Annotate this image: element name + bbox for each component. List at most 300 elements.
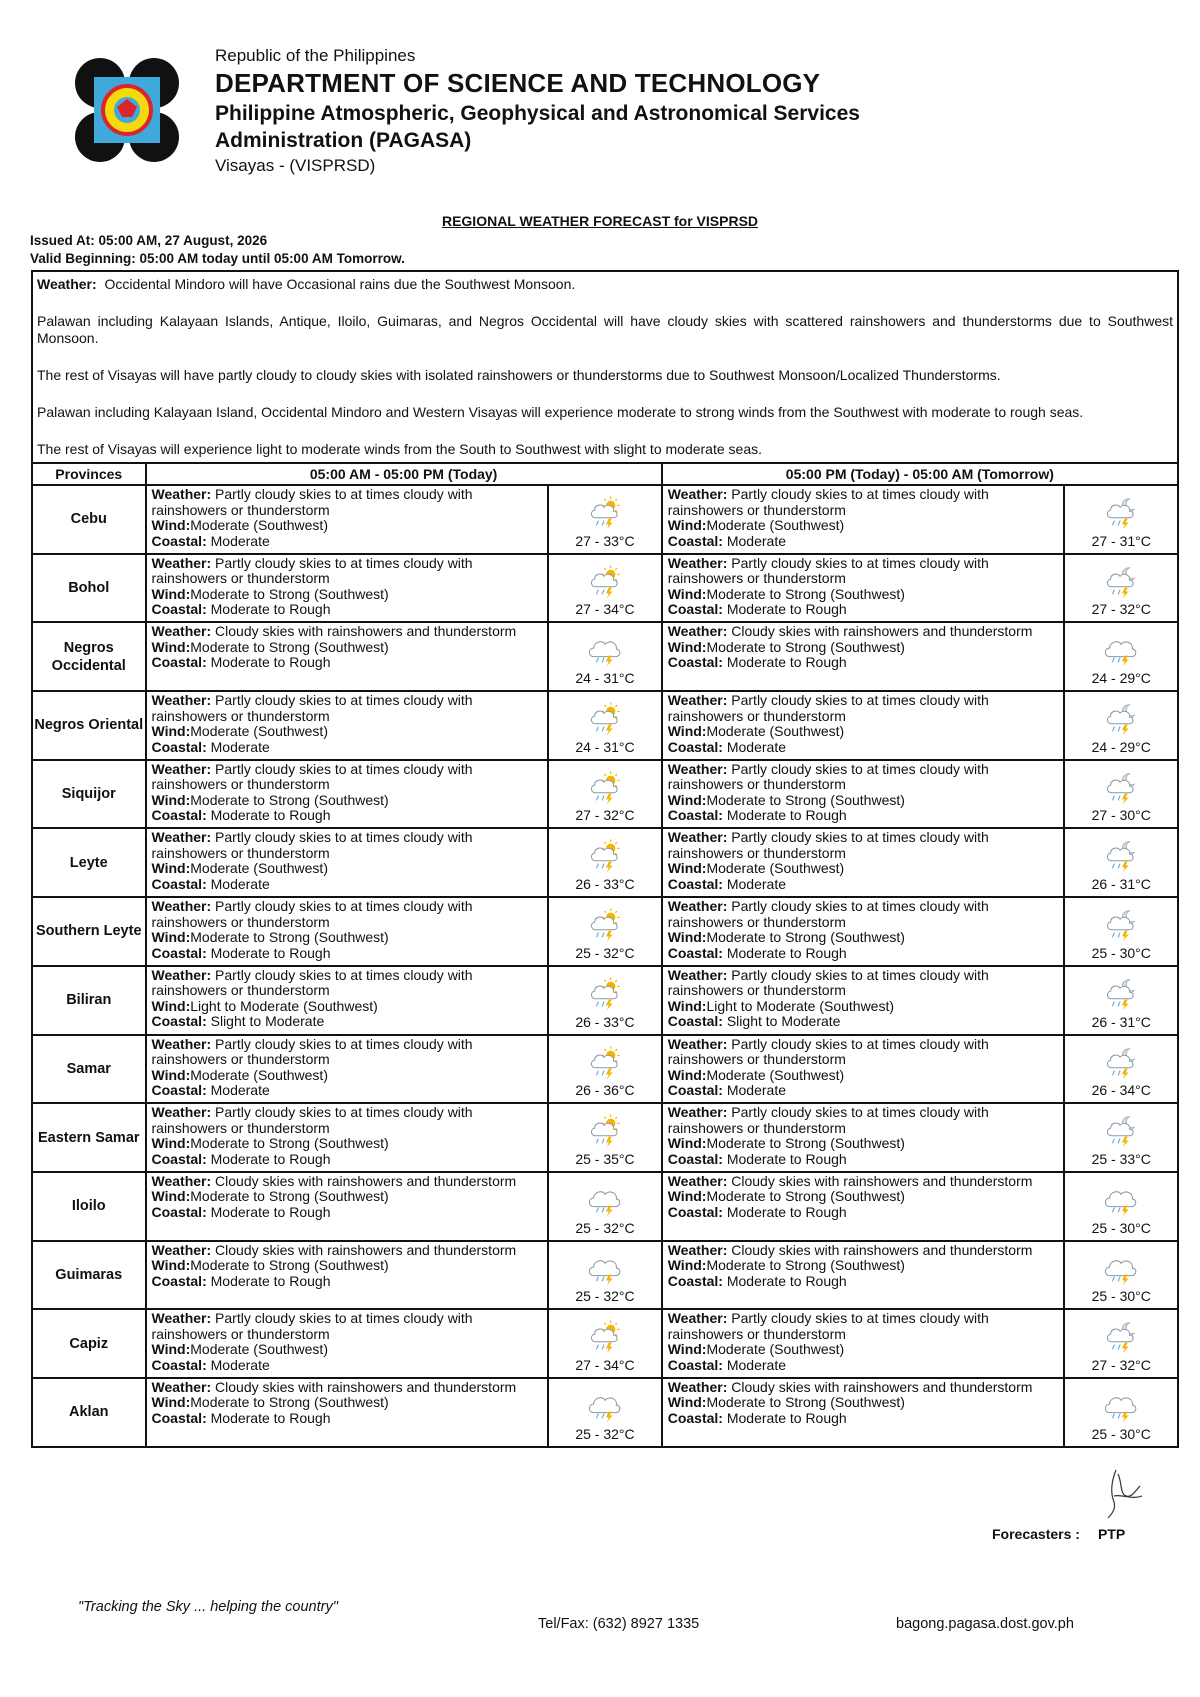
- day-forecast-cell: [146, 897, 549, 966]
- night-forecast-cell: [662, 760, 1065, 829]
- temperature-range: 25 - 30°C: [1091, 1219, 1151, 1236]
- day-icon-cell: [548, 1309, 662, 1378]
- coastal-value: Moderate: [210, 532, 270, 549]
- province-name: Eastern Samar: [32, 1103, 146, 1172]
- coastal-label: Coastal:: [151, 1150, 207, 1167]
- night-forecast-cell: [662, 1172, 1065, 1241]
- weather-label: Weather:: [151, 623, 212, 640]
- tel-fax: Tel/Fax: (632) 8927 1335: [538, 1616, 700, 1632]
- coastal-label: Coastal:: [667, 1203, 723, 1220]
- coastal-label: Coastal:: [151, 1082, 207, 1098]
- wind-label: Wind:: [667, 860, 707, 877]
- wind-value: Moderate to Strong (Southwest): [706, 585, 905, 602]
- cloudy-rain-storm-icon: [587, 631, 623, 669]
- coastal-label: Coastal:: [667, 1409, 723, 1426]
- day-icon-cell: [548, 691, 662, 760]
- night-icon-cell: [1064, 1378, 1178, 1447]
- weather-label: Weather:: [151, 760, 212, 777]
- night-forecast-cell: [662, 691, 1065, 760]
- cloudy-rain-storm-icon: [1103, 1387, 1139, 1425]
- day-icon-cell: [548, 622, 662, 691]
- province-name: Bohol: [32, 554, 146, 623]
- wind-value: Moderate (Southwest): [190, 517, 328, 533]
- weather-value: Cloudy skies with rainshowers and thunderstorm: [731, 1172, 1033, 1189]
- wind-value: Moderate to Strong (Southwest): [190, 585, 389, 602]
- weather-value: Partly cloudy skies to at times cloudy with rainshowers or thunderstorm: [667, 1035, 989, 1067]
- wind-label: Wind:: [667, 1394, 707, 1411]
- partly-cloudy-day-storm-icon: [587, 837, 623, 875]
- wind-label: Wind:: [667, 1135, 707, 1152]
- night-icon-cell: [1064, 554, 1178, 623]
- tagline: "Tracking the Sky ... helping the country": [78, 1599, 338, 1615]
- temperature-range: 27 - 34°C: [575, 1356, 635, 1373]
- weather-label: Weather:: [667, 1241, 728, 1258]
- temperature-range: 24 - 29°C: [1091, 670, 1151, 687]
- coastal-value: Moderate to Rough: [726, 807, 847, 824]
- weather-label: Weather:: [151, 554, 212, 571]
- day-forecast-cell: [146, 1035, 549, 1104]
- coastal-label: Coastal:: [667, 1013, 723, 1030]
- night-icon-cell: [1064, 897, 1178, 966]
- republic-label: Republic of the Philippines: [215, 46, 416, 65]
- wind-value: Moderate (Southwest): [190, 723, 328, 740]
- coastal-value: Moderate to Rough: [210, 1272, 331, 1289]
- partly-cloudy-night-storm-icon: [1103, 769, 1139, 807]
- temperature-range: 27 - 32°C: [1091, 1356, 1151, 1373]
- coastal-value: Moderate to Rough: [726, 654, 847, 671]
- wind-value: Moderate to Strong (Southwest): [706, 1257, 905, 1274]
- wind-value: Moderate to Strong (Southwest): [190, 638, 389, 655]
- coastal-value: Moderate to Rough: [210, 654, 331, 671]
- table-row: [32, 1035, 1178, 1104]
- temperature-range: 25 - 32°C: [575, 944, 635, 961]
- table-row: [32, 966, 1178, 1035]
- weather-label: Weather:: [151, 486, 212, 502]
- table-row: [32, 1378, 1178, 1447]
- night-forecast-cell: [662, 828, 1065, 897]
- day-icon-cell: [548, 1378, 662, 1447]
- wind-value: Moderate to Strong (Southwest): [190, 791, 389, 808]
- coastal-value: Moderate to Rough: [726, 1272, 847, 1289]
- weather-label: Weather:: [667, 1310, 728, 1327]
- coastal-value: Moderate: [210, 1082, 270, 1098]
- wind-label: Wind:: [667, 1341, 707, 1358]
- night-forecast-cell: [662, 1309, 1065, 1378]
- coastal-value: Moderate: [210, 738, 270, 755]
- coastal-label: Coastal:: [151, 807, 207, 824]
- night-forecast-cell: [662, 554, 1065, 623]
- wind-value: Moderate to Strong (Southwest): [706, 1394, 905, 1411]
- forecasters-value: PTP: [1097, 1526, 1126, 1542]
- coastal-label: Coastal:: [151, 1409, 207, 1426]
- coastal-label: Coastal:: [151, 875, 207, 892]
- forecast-table: [31, 462, 1179, 1448]
- weather-label: Weather:: [667, 486, 728, 502]
- weather-label: Weather:: [151, 692, 212, 709]
- wind-value: Moderate (Southwest): [706, 1066, 845, 1083]
- coastal-label: Coastal:: [667, 601, 723, 618]
- wind-label: Wind:: [151, 723, 191, 740]
- night-icon-cell: [1064, 1241, 1178, 1310]
- weather-value: Cloudy skies with rainshowers and thunderstorm: [731, 1241, 1033, 1258]
- day-icon-cell: [548, 760, 662, 829]
- partly-cloudy-night-storm-icon: [1103, 975, 1139, 1013]
- day-forecast-cell: [146, 485, 549, 554]
- temperature-range: 27 - 32°C: [575, 807, 635, 824]
- temperature-range: 25 - 32°C: [575, 1219, 635, 1236]
- weather-label: Weather:: [151, 1310, 212, 1327]
- day-icon-cell: [548, 485, 662, 554]
- partly-cloudy-day-storm-icon: [587, 769, 623, 807]
- weather-label: Weather:: [667, 1104, 728, 1121]
- coastal-value: Moderate: [726, 1356, 786, 1373]
- partly-cloudy-night-storm-icon: [1103, 700, 1139, 738]
- coastal-value: Moderate: [210, 875, 270, 892]
- coastal-value: Moderate to Rough: [210, 807, 331, 824]
- wind-label: Wind:: [667, 929, 707, 946]
- day-icon-cell: [548, 828, 662, 897]
- coastal-value: Moderate to Rough: [210, 1150, 331, 1167]
- agency-name-line2: Administration (PAGASA): [215, 129, 472, 152]
- partly-cloudy-day-storm-icon: [587, 494, 623, 532]
- coastal-value: Moderate to Rough: [210, 1203, 331, 1220]
- pagasa-logo-icon: [72, 55, 182, 165]
- weather-label: Weather:: [667, 1378, 728, 1395]
- wind-label: Wind:: [151, 997, 191, 1014]
- temperature-range: 24 - 29°C: [1091, 738, 1151, 755]
- coastal-label: Coastal:: [151, 654, 207, 671]
- day-icon-cell: [548, 1172, 662, 1241]
- day-icon-cell: [548, 1241, 662, 1310]
- wind-label: Wind:: [667, 517, 707, 533]
- day-icon-cell: [548, 1103, 662, 1172]
- coastal-label: Coastal:: [151, 1013, 207, 1030]
- wind-value: Moderate (Southwest): [190, 1066, 328, 1083]
- province-name: Capiz: [32, 1309, 146, 1378]
- coastal-label: Coastal:: [667, 654, 723, 671]
- wind-value: Moderate (Southwest): [706, 860, 845, 877]
- wind-label: Wind:: [151, 1257, 191, 1274]
- coastal-value: Moderate to Rough: [726, 1203, 847, 1220]
- column-header-tonight: 05:00 PM (Today) - 05:00 AM (Tomorrow): [662, 463, 1178, 485]
- partly-cloudy-night-storm-icon: [1103, 906, 1139, 944]
- day-forecast-cell: [146, 828, 549, 897]
- night-icon-cell: [1064, 691, 1178, 760]
- coastal-value: Moderate to Rough: [726, 944, 847, 961]
- partly-cloudy-day-storm-icon: [587, 563, 623, 601]
- wind-label: Wind:: [667, 791, 707, 808]
- weather-summary: [31, 270, 1179, 462]
- day-forecast-cell: [146, 554, 549, 623]
- night-forecast-cell: [662, 622, 1065, 691]
- website: bagong.pagasa.dost.gov.ph: [896, 1616, 1074, 1632]
- table-row: [32, 1241, 1178, 1310]
- coastal-value: Moderate to Rough: [726, 1150, 847, 1167]
- coastal-label: Coastal:: [151, 738, 207, 755]
- temperature-range: 26 - 31°C: [1091, 876, 1151, 893]
- partly-cloudy-day-storm-icon: [587, 1044, 623, 1082]
- wind-label: Wind:: [151, 791, 191, 808]
- summary-label: Weather:: [37, 276, 97, 292]
- province-name: Biliran: [32, 966, 146, 1035]
- day-forecast-cell: [146, 1309, 549, 1378]
- wind-label: Wind:: [667, 638, 707, 655]
- weather-value: Partly cloudy skies to at times cloudy with rainshowers or thunderstorm: [667, 898, 989, 930]
- weather-label: Weather:: [667, 760, 728, 777]
- summary-paragraph: [37, 276, 1173, 293]
- weather-value: Partly cloudy skies to at times cloudy with rainshowers or thunderstorm: [151, 1104, 473, 1136]
- wind-label: Wind:: [151, 860, 191, 877]
- coastal-value: Moderate: [726, 1082, 786, 1098]
- day-icon-cell: [548, 1035, 662, 1104]
- wind-value: Moderate to Strong (Southwest): [190, 1135, 389, 1152]
- weather-value: Partly cloudy skies to at times cloudy with rainshowers or thunderstorm: [667, 554, 989, 587]
- coastal-label: Coastal:: [151, 1356, 207, 1373]
- weather-label: Weather:: [667, 829, 728, 846]
- province-name: Iloilo: [32, 1172, 146, 1241]
- weather-label: Weather:: [667, 966, 728, 983]
- wind-label: Wind:: [151, 638, 191, 655]
- coastal-label: Coastal:: [667, 738, 723, 755]
- wind-label: Wind:: [151, 1394, 191, 1411]
- valid-label: Valid Beginning:: [30, 251, 136, 266]
- wind-value: Light to Moderate (Southwest): [190, 997, 378, 1014]
- province-name: Cebu: [32, 485, 146, 554]
- night-forecast-cell: [662, 1378, 1065, 1447]
- coastal-label: Coastal:: [667, 944, 723, 961]
- weather-value: Partly cloudy skies to at times cloudy with rainshowers or thunderstorm: [151, 554, 473, 587]
- coastal-value: Moderate to Rough: [210, 1409, 331, 1426]
- cloudy-rain-storm-icon: [1103, 1181, 1139, 1219]
- coastal-value: Moderate to Rough: [210, 601, 331, 618]
- province-name: Leyte: [32, 828, 146, 897]
- weather-value: Partly cloudy skies to at times cloudy with rainshowers or thunderstorm: [667, 966, 989, 999]
- temperature-range: 26 - 33°C: [575, 876, 635, 893]
- weather-value: Partly cloudy skies to at times cloudy with rainshowers or thunderstorm: [667, 486, 989, 518]
- day-icon-cell: [548, 966, 662, 1035]
- temperature-range: 24 - 31°C: [575, 738, 635, 755]
- wind-value: Moderate (Southwest): [706, 1341, 845, 1358]
- coastal-label: Coastal:: [667, 532, 723, 549]
- temperature-range: 26 - 31°C: [1091, 1013, 1151, 1030]
- night-forecast-cell: [662, 1103, 1065, 1172]
- coastal-label: Coastal:: [667, 875, 723, 892]
- wind-label: Wind:: [667, 1188, 707, 1205]
- coastal-label: Coastal:: [667, 1272, 723, 1289]
- weather-value: Partly cloudy skies to at times cloudy with rainshowers or thunderstorm: [151, 829, 473, 861]
- table-row: [32, 622, 1178, 691]
- agency-name-line1: Philippine Atmospheric, Geophysical and Astronomical Services: [215, 102, 860, 125]
- table-row: [32, 691, 1178, 760]
- coastal-value: Moderate: [726, 532, 786, 549]
- weather-value: Partly cloudy skies to at times cloudy with rainshowers or thunderstorm: [151, 760, 473, 793]
- weather-label: Weather:: [151, 829, 212, 846]
- coastal-value: Moderate: [726, 738, 786, 755]
- coastal-value: Moderate: [210, 1356, 270, 1373]
- temperature-range: 25 - 32°C: [575, 1425, 635, 1442]
- table-row: [32, 828, 1178, 897]
- coastal-value: Moderate to Rough: [210, 944, 331, 961]
- partly-cloudy-day-storm-icon: [587, 975, 623, 1013]
- coastal-value: Moderate to Rough: [726, 601, 847, 618]
- wind-label: Wind:: [151, 1135, 191, 1152]
- temperature-range: 26 - 36°C: [575, 1082, 635, 1099]
- wind-label: Wind:: [151, 585, 191, 602]
- day-forecast-cell: [146, 691, 549, 760]
- partly-cloudy-night-storm-icon: [1103, 563, 1139, 601]
- summary-paragraph: The rest of Visayas will have partly cloudy to cloudy skies with isolated rainshowers or thunderstorms due to Southwest Monsoon/Localized Thunderstorms.: [37, 367, 1001, 383]
- temperature-range: 25 - 30°C: [1091, 1288, 1151, 1305]
- weather-label: Weather:: [667, 1035, 728, 1052]
- temperature-range: 27 - 31°C: [1091, 532, 1151, 549]
- night-icon-cell: [1064, 622, 1178, 691]
- coastal-label: Coastal:: [151, 944, 207, 961]
- weather-label: Weather:: [667, 692, 728, 709]
- wind-value: Moderate (Southwest): [706, 723, 845, 740]
- weather-value: Partly cloudy skies to at times cloudy with rainshowers or thunderstorm: [667, 760, 989, 793]
- day-forecast-cell: [146, 966, 549, 1035]
- wind-label: Wind:: [151, 517, 191, 533]
- weather-value: Partly cloudy skies to at times cloudy with rainshowers or thunderstorm: [151, 692, 473, 724]
- coastal-value: Slight to Moderate: [210, 1013, 325, 1030]
- temperature-range: 26 - 33°C: [575, 1013, 635, 1030]
- night-forecast-cell: [662, 897, 1065, 966]
- coastal-label: Coastal:: [667, 1082, 723, 1098]
- wind-label: Wind:: [151, 1188, 191, 1205]
- issued-value: 05:00 AM, 27 August, 2026: [98, 233, 268, 248]
- coastal-label: Coastal:: [667, 807, 723, 824]
- day-icon-cell: [548, 554, 662, 623]
- summary-text: Occidental Mindoro will have Occasional rains due the Southwest Monsoon.: [104, 276, 576, 292]
- coastal-label: Coastal:: [151, 1272, 207, 1289]
- night-icon-cell: [1064, 966, 1178, 1035]
- temperature-range: 27 - 33°C: [575, 532, 635, 549]
- weather-value: Partly cloudy skies to at times cloudy with rainshowers or thunderstorm: [667, 1104, 989, 1136]
- signature-icon: [1102, 1466, 1146, 1522]
- province-name: Negros Occidental: [32, 622, 146, 691]
- temperature-range: 26 - 34°C: [1091, 1082, 1151, 1099]
- weather-value: Partly cloudy skies to at times cloudy with rainshowers or thunderstorm: [151, 1035, 473, 1067]
- table-row: [32, 485, 1178, 554]
- wind-label: Wind:: [667, 1066, 707, 1083]
- night-icon-cell: [1064, 760, 1178, 829]
- table-row: [32, 1309, 1178, 1378]
- column-header-provinces: Provinces: [32, 463, 146, 485]
- weather-label: Weather:: [151, 898, 212, 915]
- temperature-range: 27 - 32°C: [1091, 601, 1151, 618]
- partly-cloudy-day-storm-icon: [587, 1112, 623, 1150]
- forecasters: [992, 1526, 1125, 1542]
- night-icon-cell: [1064, 1035, 1178, 1104]
- night-forecast-cell: [662, 1241, 1065, 1310]
- partly-cloudy-night-storm-icon: [1103, 494, 1139, 532]
- night-forecast-cell: [662, 485, 1065, 554]
- coastal-value: Moderate: [726, 875, 786, 892]
- weather-value: Cloudy skies with rainshowers and thunderstorm: [731, 623, 1033, 640]
- cloudy-rain-storm-icon: [587, 1250, 623, 1288]
- day-forecast-cell: [146, 1378, 549, 1447]
- cloudy-rain-storm-icon: [1103, 1250, 1139, 1288]
- weather-value: Partly cloudy skies to at times cloudy with rainshowers or thunderstorm: [151, 966, 473, 999]
- table-row: [32, 897, 1178, 966]
- temperature-range: 25 - 30°C: [1091, 944, 1151, 961]
- province-name: Aklan: [32, 1378, 146, 1447]
- wind-label: Wind:: [151, 929, 191, 946]
- day-icon-cell: [548, 897, 662, 966]
- valid-beginning: [30, 251, 405, 266]
- department-name: DEPARTMENT OF SCIENCE AND TECHNOLOGY: [215, 68, 821, 98]
- day-forecast-cell: [146, 1172, 549, 1241]
- partly-cloudy-night-storm-icon: [1103, 1044, 1139, 1082]
- issued-at: [30, 233, 267, 248]
- wind-label: Wind:: [667, 585, 707, 602]
- cloudy-rain-storm-icon: [587, 1181, 623, 1219]
- weather-value: Partly cloudy skies to at times cloudy with rainshowers or thunderstorm: [151, 486, 473, 518]
- partly-cloudy-day-storm-icon: [587, 1318, 623, 1356]
- coastal-label: Coastal:: [151, 532, 207, 549]
- valid-value: 05:00 AM today until 05:00 AM Tomorrow.: [139, 251, 405, 266]
- night-icon-cell: [1064, 1309, 1178, 1378]
- forecasters-label: Forecasters :: [992, 1526, 1080, 1542]
- partly-cloudy-day-storm-icon: [587, 700, 623, 738]
- night-icon-cell: [1064, 1103, 1178, 1172]
- weather-value: Cloudy skies with rainshowers and thunderstorm: [215, 623, 517, 640]
- table-row: [32, 1172, 1178, 1241]
- wind-value: Moderate to Strong (Southwest): [190, 1188, 389, 1205]
- coastal-label: Coastal:: [667, 1356, 723, 1373]
- table-header-row: [32, 463, 1178, 485]
- cloudy-rain-storm-icon: [587, 1387, 623, 1425]
- night-forecast-cell: [662, 1035, 1065, 1104]
- coastal-label: Coastal:: [151, 601, 207, 618]
- temperature-range: 25 - 33°C: [1091, 1150, 1151, 1167]
- day-forecast-cell: [146, 1103, 549, 1172]
- table-row: [32, 760, 1178, 829]
- table-row: [32, 554, 1178, 623]
- temperature-range: 25 - 32°C: [575, 1288, 635, 1305]
- province-name: Siquijor: [32, 760, 146, 829]
- weather-value: Cloudy skies with rainshowers and thunderstorm: [215, 1378, 517, 1395]
- wind-label: Wind:: [667, 997, 707, 1014]
- wind-label: Wind:: [151, 1066, 191, 1083]
- weather-value: Partly cloudy skies to at times cloudy with rainshowers or thunderstorm: [151, 1310, 473, 1342]
- wind-label: Wind:: [667, 1257, 707, 1274]
- table-row: [32, 1103, 1178, 1172]
- weather-label: Weather:: [667, 1172, 728, 1189]
- temperature-range: 27 - 30°C: [1091, 807, 1151, 824]
- province-name: Negros Oriental: [32, 691, 146, 760]
- temperature-range: 27 - 34°C: [575, 601, 635, 618]
- weather-label: Weather:: [667, 554, 728, 571]
- wind-value: Moderate to Strong (Southwest): [190, 1394, 389, 1411]
- weather-label: Weather:: [151, 1035, 212, 1052]
- wind-label: Wind:: [667, 723, 707, 740]
- weather-label: Weather:: [151, 1104, 212, 1121]
- wind-value: Moderate to Strong (Southwest): [190, 1257, 389, 1274]
- document-title: REGIONAL WEATHER FORECAST for VISPRSD: [441, 213, 759, 229]
- wind-value: Moderate to Strong (Southwest): [706, 791, 905, 808]
- wind-value: Moderate (Southwest): [190, 860, 328, 877]
- night-forecast-cell: [662, 966, 1065, 1035]
- cloudy-rain-storm-icon: [1103, 631, 1139, 669]
- wind-value: Light to Moderate (Southwest): [706, 997, 895, 1014]
- weather-label: Weather:: [151, 1378, 212, 1395]
- weather-label: Weather:: [151, 966, 212, 983]
- partly-cloudy-night-storm-icon: [1103, 1112, 1139, 1150]
- temperature-range: 25 - 30°C: [1091, 1425, 1151, 1442]
- wind-value: Moderate to Strong (Southwest): [706, 638, 905, 655]
- weather-value: Cloudy skies with rainshowers and thunderstorm: [731, 1378, 1033, 1395]
